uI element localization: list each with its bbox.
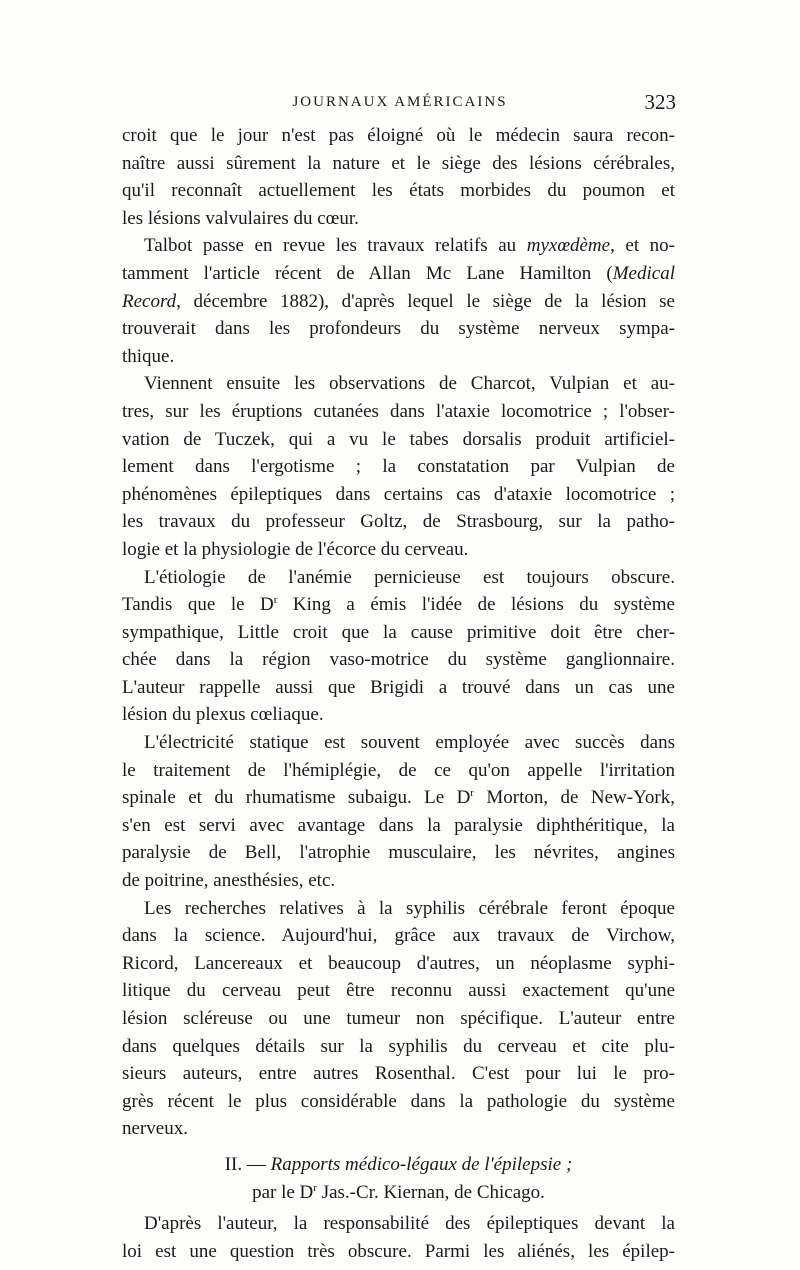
text-line: tres, sur les éruptions cutanées dans l'ataxie locomotrice ; l'obser- [122,400,675,422]
text-line: D'après l'auteur, la responsabilité des épileptiques devant la [144,1213,675,1235]
text-run: , décembre 1882), d'après lequel le siège de la lésion se [176,290,675,312]
running-head [120,92,680,116]
text-line: trouverait dans les profondeurs du système nerveux sympa- [122,318,675,340]
text-line: qu'il reconnaît actuellement les états morbides du poumon et [122,180,675,202]
body-text [122,122,675,1265]
text-line [122,288,675,316]
text-line: paralysie de Bell, l'atrophie musculaire, les névrites, angines [122,842,675,864]
text-run: Jas.-Cr. Kiernan, de Chicago. [316,1181,545,1203]
section-byline [122,1179,675,1207]
text-line: litique du cerveau peut être reconnu aussi exactement qu'une [122,980,675,1002]
text-run: King a émis l'idée de lésions du système [277,594,675,616]
text-line: dans quelques détails sur la syphilis du cerveau et cite plu- [122,1035,675,1057]
text-line: le traitement de l'hémiplégie, de ce qu'on appelle l'irritation [122,759,675,781]
text-line: L'auteur rappelle aussi que Brigidi a trouvé dans un cas une [122,676,675,698]
spacer [122,1143,675,1151]
text-run: , et no- [610,235,675,257]
text-line [122,232,675,260]
italic-term: myxœdème [526,235,611,257]
text-run: par le D [252,1181,314,1203]
text-line: thique. [122,345,175,367]
text-line: grès récent le plus considérable dans la pathologie du système [122,1090,675,1112]
section-title: Rapports médico-légaux de l'épilepsie ; [270,1153,573,1175]
page-number: 323 [644,90,676,114]
text-line [122,784,675,812]
text-line: Les recherches relatives à la syphilis cérébrale feront époque [144,897,675,919]
text-line [122,591,675,619]
running-title: JOURNAUX AMÉRICAINS [292,94,508,110]
text-line: L'étiologie de l'anémie pernicieuse est toujours obscure. [144,566,675,588]
text-line: phénomènes épileptiques dans certains cas d'ataxie locomotrice ; [122,483,675,505]
text-line: dans la science. Aujourd'hui, grâce aux travaux de Virchow, [122,925,675,947]
text-run: Morton, de New-York, [473,787,675,809]
italic-journal-title: Record [122,290,177,312]
text-run: Tandis que le D [122,594,274,616]
text-line: lésion scléreuse ou une tumeur non spécifique. L'auteur entre [122,1008,675,1029]
text-line: s'en est servi avec avantage dans la paralysie diphthéritique, la [122,814,675,836]
text-line: L'électricité statique est souvent employée avec succès dans [144,732,675,754]
text-line: nerveux. [122,1118,188,1140]
text-line: naître aussi sûrement la nature et le siège des lésions cérébrales, [122,152,675,174]
superscript: r [273,594,278,607]
text-line: chée dans la région vaso-motrice du système ganglionnaire. [122,649,675,671]
text-line: de poitrine, anesthésies, etc. [122,870,336,892]
superscript: r [470,787,474,800]
text-line: logie et la physiologie de l'écorce du cerveau. [122,538,469,560]
text-run: tamment l'article récent de Allan Mc Lane Hamilton ( [122,262,613,284]
text-line: sympathique, Little croit que la cause primitive doit être cher- [122,621,675,643]
italic-journal-title: Medical [612,262,675,284]
text-line: loi est une question très obscure. Parmi les aliénés, les épilep- [122,1240,675,1262]
text-run: Talbot passe en revue les travaux relatifs au [144,235,527,257]
text-line: croit que le jour n'est pas éloigné où le médecin saura recon- [122,125,675,146]
text-line: vation de Tuczek, qui a vu le tabes dorsalis produit artificiel- [122,428,675,450]
text-run: spinale et du rhumatisme subaigu. Le D [122,787,471,809]
text-line: Viennent ensuite les observations de Charcot, Vulpian et au- [144,373,675,395]
text-line: lésion du plexus cœliaque. [122,704,324,726]
text-line: sieurs auteurs, entre autres Rosenthal. C'est pour lui le pro- [122,1063,675,1085]
text-line: lement dans l'ergotisme ; la constatation par Vulpian de [122,456,675,478]
text-line: Ricord, Lancereaux et beaucoup d'autres, un néoplasme syphi- [122,952,675,974]
section-numeral: II. — [224,1153,271,1175]
section-heading [122,1151,675,1179]
superscript: r [313,1181,317,1194]
text-line [122,260,675,288]
text-line: les travaux du professeur Goltz, de Strasbourg, sur la patho- [122,511,675,533]
text-line: les lésions valvulaires du cœur. [122,207,359,229]
